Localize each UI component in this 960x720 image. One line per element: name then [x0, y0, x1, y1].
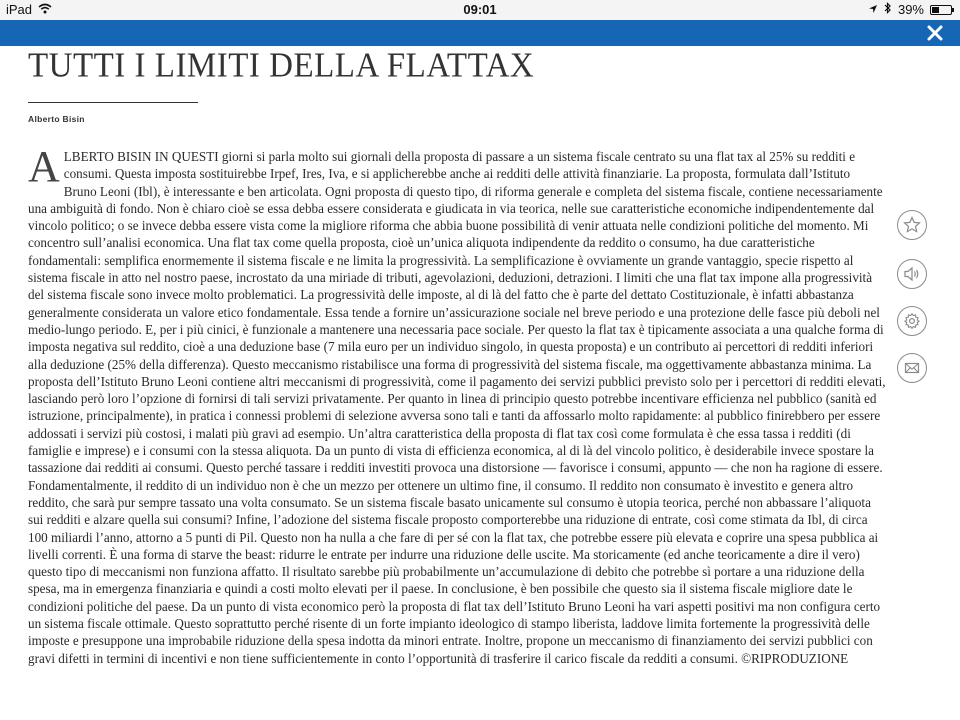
- drop-cap: A: [28, 142, 60, 191]
- battery-percent: 39%: [897, 2, 924, 17]
- star-icon: [903, 216, 921, 234]
- status-bar: [0, 0, 960, 20]
- article-byline: Alberto Bisin: [28, 114, 85, 124]
- status-right: [868, 2, 952, 17]
- title-divider: [28, 102, 198, 103]
- article-title: TUTTI I LIMITI DELLA FLATTAX: [28, 47, 535, 85]
- favorite-button[interactable]: [897, 210, 927, 240]
- audio-button[interactable]: [897, 259, 927, 289]
- settings-button[interactable]: [897, 306, 927, 336]
- device-name: iPad: [6, 2, 33, 17]
- app-header: [0, 20, 960, 46]
- location-arrow-icon: [868, 2, 878, 17]
- battery-icon: [930, 5, 952, 15]
- status-time: 09:01: [463, 2, 497, 17]
- email-button[interactable]: [897, 353, 927, 383]
- article-body: [28, 142, 886, 667]
- close-icon: [924, 22, 946, 44]
- close-button[interactable]: [924, 22, 946, 44]
- bluetooth-icon: [884, 2, 892, 17]
- mail-icon: [903, 359, 921, 377]
- article-body-text: LBERTO BISIN IN QUESTI giorni si parla molto sui giornali della proposta di passare a un sistema fiscale centrato su una flat tax al 25% su redditi e consumi. Questa imposta sostituirebbe Irpef, Ires, Iva, e si applicherebbe anche ai redditi delle attività finanziarie. La proposta, formulata dall’Istituto Bruno Leoni (Ibl), è interessante e ben articolata. Ogni proposta di questo tipo, di riforma generale e completa del sistema fiscale, contiene necessariamente una ambiguità di fondo. Non è chiaro cioè se essa debba essere considerata e giudicata in via teorica, nelle sue caratteristiche economiche indipendentemente dal vincolo politico; o se invece debba essere vista come la migliore riforma che abbia buone possibilità di venir attuata nelle condizioni politiche del momento. Mi concentro sull’analisi economica. Una flat tax come quella proposta, cioè un’unica aliquota indipendente da reddito o consumo, ha due caratteristiche fondamentali: semplifica enormemente il sistema fiscale e ne limita la progressività. La semplificazione è ovviamente un grande vantaggio, specie rispetto al sistema fiscale in atto nel nostro paese, incrostato da una miriade di tributi, agevolazioni, deduzioni, detrazioni. I limiti che una flat tax impone alla progressività del sistema fiscale sono invece molto problematici. La progressività delle imposte, al di là del fatto che è parte del dettato Costituzionale, è infatti abbastanza generalmente considerata un valore etico fondamentale. Essa tende a fornire un’assicurazione sociale nel breve periodo e una protezione delle fasce più deboli nel medio-lungo periodo. E, per i più cinici, è funzionale a mantenere una necessaria pace sociale. Per questo la flat tax è tipicamente associata a una qualche forma di imposta negativa sul reddito, cioè a una deduzione base (7 mila euro per un individuo singolo, in questa proposta) e un contributo ai percettori di redditi inferiori alla deduzione (25% della differenza). Questo meccanismo ristabilisce una forma di progressività del sistema fiscale, ma oggettivamente abbastanza minima. La proposta dell’Istituto Bruno Leoni contiene altri meccanismi di progressività, come il pagamento dei servizi pubblici previsto solo per i percettori di redditi elevati, lasciando però loro l’opzione di fornirsi di tali servizi privatamente. Per quanto in linea di principio questo potrebbe incentivare efficienza nel pubblico (sanità ed istruzione, principalmente), in pratica i connessi problemi di selezione avversa sono tali e tanti da affossarlo molto rapidamente: al pubblico finirebbero per essere addossati i servizi più costosi, i malati più gravi ad esempio. Un’altra caratteristica della proposta di flat tax così come formulata è che essa tassa i redditi (di famiglie e imprese) e i consumi con la stessa aliquota. Da un punto di vista di efficienza economica, al di là del vincolo politico, è desiderabile invece spostare la tassazione dai redditi ai consumi. Questo perché tassare i redditi investiti provoca una distorsione — favorisce i consumi, appunto — che non ha ragione di essere. Fondamentalmente, il reddito di un individuo non è che un mezzo per ottenere un ultimo fine, il consumo. Il reddito non consumato è investito e genera altro reddito, che sarà pur sempre tassato una volta consumato. Se un sistema fiscale basato unicamente sul consumo è utopia teorica, perché non abbassare l’aliquota sui redditi e alzare quella sui consumi? Infine, l’adozione del sistema fiscale proposto comporterebbe una riduzione di entrate, così come stimata da Ibl, di circa 100 miliardi l’anno, attorno a 5 punti di Pil. Questo non ha nulla a che fare di per sé con la flat tax, che potrebbe essere più elevata e coprire una spesa pubblica ai livelli correnti. È una forma di starve the beast: ridurre le entrate per indurre una riduzione delle uscite. Ma storicamente (ed anche teoricamente a dire il vero) questo tipo di meccanismi non funziona affatto. Il risultato sarebbe più probabilmente un’accumulazione di debito che potrebbe sì portare a una riduzione della spesa, ma in emergenza finanziaria e quindi a costi molto elevati per il paese. In conclusione, è ben possibile che questo sia il sistema fiscale migliore date le condizioni politiche del paese. Da un punto di vista economico però la proposta di flat tax dell’Istituto Bruno Leoni ha vari aspetti positivi ma non configura certo un sistema fiscale ottimale. Questo soprattutto perché risente di un forte impianto ideologico di stampo liberista, laddove limita fortemente la progressività delle imposte e presuppone una improbabile riduzione della spesa indotta da minori entrate. Inoltre, propone un meccanismo di finanziamento dei servizi pubblici con gravi difetti in termini di incentivi e non tiene sufficientemente in conto l’opportunità di trasferire il carico fiscale da redditi a consumi. ©RIPRODUZIONE: [28, 149, 886, 666]
- battery-fill: [932, 7, 939, 13]
- speaker-icon: [903, 265, 921, 283]
- gear-icon: [903, 312, 921, 330]
